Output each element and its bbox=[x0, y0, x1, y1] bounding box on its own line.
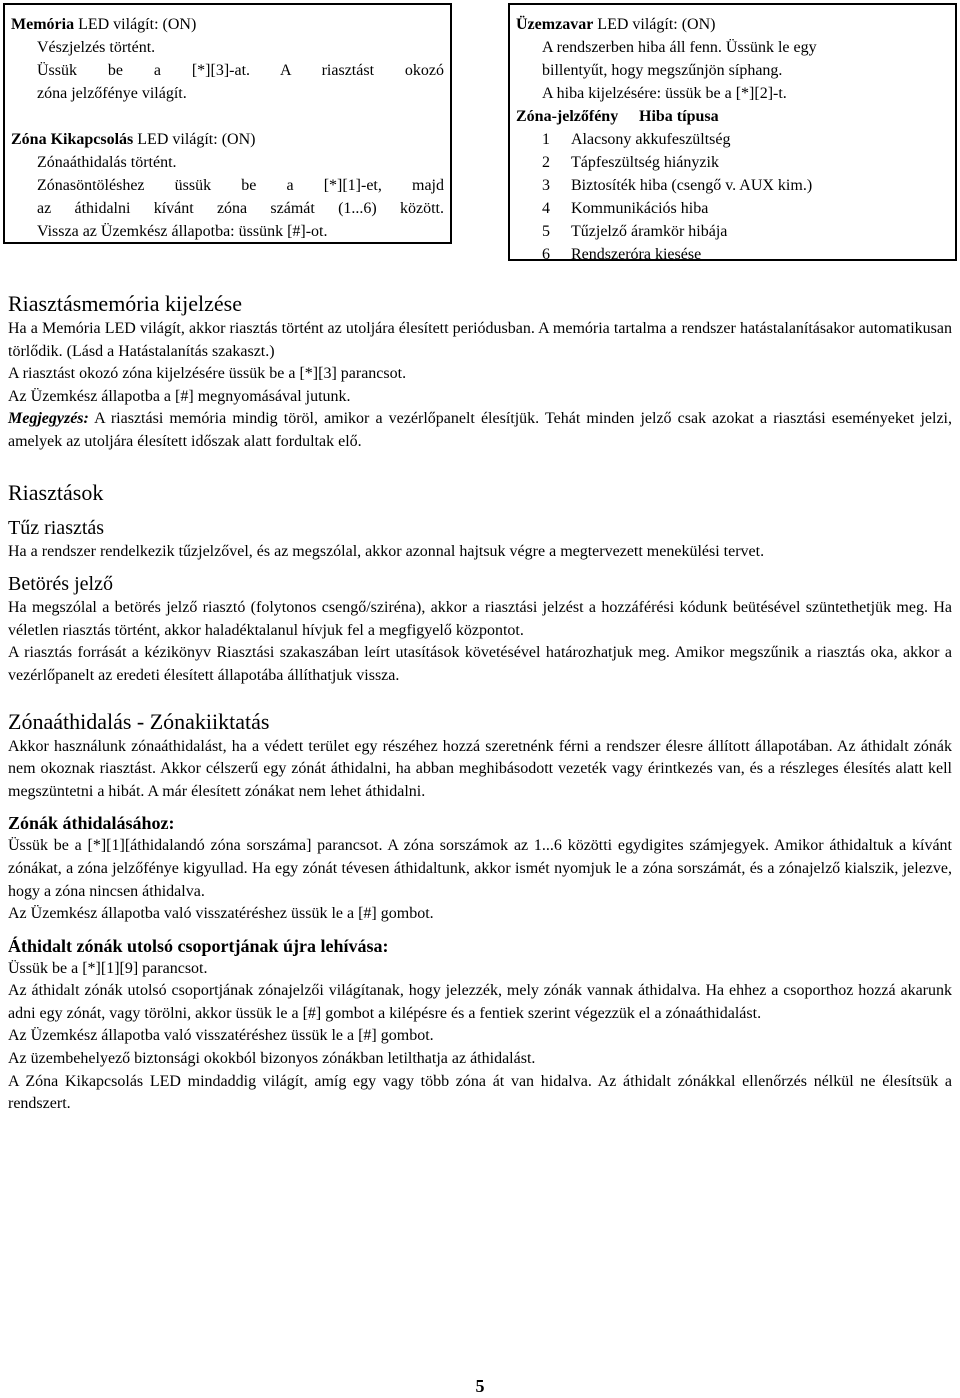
note-text: A riasztási memória mindig töröl, amikor a vezérlőpanelt élesítjük. Tehát minden jelző csak azokat a riasztási eseményeket jelzi, amelyek az utoljára élesített időszak alatt fordultak elő. bbox=[8, 410, 952, 450]
memoria-line1: Vészjelzés történt. bbox=[37, 39, 156, 56]
memoria-line3: zóna jelzőfénye világít. bbox=[37, 85, 187, 102]
paragraph: Ha a rendszer rendelkezik tűzjelzővel, és az megszólal, akkor azonnal hajtsuk végre a megtervezett menekülési tervet. bbox=[8, 542, 765, 560]
fault-num: 5 bbox=[542, 223, 550, 240]
paragraph: Az üzembehelyező biztonsági okokból bizonyos zónákban letilthatja az áthidalást. bbox=[8, 1050, 536, 1068]
fault-table-header bbox=[516, 105, 949, 128]
note-label: Megjegyzés: bbox=[8, 410, 89, 428]
uzemzavar-line1: A rendszerben hiba áll fenn. Üssünk le egy bbox=[542, 39, 817, 56]
fault-row bbox=[516, 243, 949, 266]
fault-type: Kommunikációs hiba bbox=[571, 200, 709, 217]
paragraph: A riasztást okozó zóna kijelzésére üssük be a [*][3] parancsot. bbox=[8, 365, 407, 383]
paragraph: Ha megszólal a betörés jelző riasztó (folytonos csengő/sziréna), akkor a riasztási jelzést a hozzáférési kódunk beütésével szüntethetjük meg. Ha véletlen riasztás történt, akkor haladéktalanul hívjuk fel a megfigyelő központot. bbox=[8, 599, 952, 639]
heading-riasztasmemoria: Riasztásmemória kijelzése bbox=[8, 291, 242, 316]
page-number: 5 bbox=[475, 1376, 485, 1396]
heading-zonak-athidalasahoz: Zónák áthidalásához: bbox=[8, 813, 175, 834]
led-info-box-right bbox=[508, 3, 957, 261]
paragraph: Üssük be a [*][1][9] parancsot. bbox=[8, 959, 208, 977]
memoria-line2: Üssük be a [*][3]-at. A riasztást okozó bbox=[37, 62, 444, 79]
memoria-led-line bbox=[11, 13, 444, 36]
fault-type: Alacsony akkufeszültség bbox=[571, 131, 731, 148]
fault-type: Rendszeróra kiesése bbox=[571, 246, 702, 263]
fault-col-type: Hiba típusa bbox=[639, 108, 719, 125]
main-content bbox=[8, 290, 952, 1116]
paragraph: A riasztás forrását a kézikönyv Riasztási szakaszában leírt utasítások követésével határozhatjuk meg. Amikor megszűnik a riasztás oka, akkor a vezérlőpanelt az eredeti élesített állapotába állíthatjuk vissza. bbox=[8, 644, 952, 684]
uzemzavar-line2: billentyűt, hogy megszűnjön síphang. bbox=[542, 62, 783, 79]
fault-col-zone: Zóna-jelzőfény bbox=[516, 108, 619, 125]
paragraph: Ha a Memória LED világít, akkor riasztás történt az utoljára élesített periódusban. A memória tartalma a rendszer hatástalanításakor automatikusan törlődik. (Lásd a Hatástalanítás szakaszt.) bbox=[8, 320, 952, 360]
fault-num: 6 bbox=[542, 246, 550, 263]
kikapcs-line1: Zónaáthidalás történt. bbox=[37, 154, 177, 171]
paragraph: Üssük be a [*][1][áthidalandó zóna sorszáma] parancsot. A zóna sorszámok az 1...6 közötti egydigites számjegyek. Amikor áthidaltuk a kívánt zónákat, a zóna jelzőfénye kigyullad. Ha egy zónát tévesen áthidaltunk, akkor ismét nyomjuk le a zóna sorszámát, és a zónajelző kialszik, jelezve, hogy a zóna nincsen áthidalva. bbox=[8, 837, 952, 900]
paragraph: Az Üzemkész állapotba való visszatéréshez üssük le a [#] gombot. bbox=[8, 1027, 434, 1045]
note-paragraph bbox=[8, 408, 952, 453]
memoria-title: Memória bbox=[11, 16, 75, 33]
fault-num: 2 bbox=[542, 154, 550, 171]
kikapcs-led-line bbox=[11, 128, 444, 151]
kikapcs-line2: Zónasöntöléshez üssük be a [*][1]-et, majd bbox=[37, 177, 444, 194]
fault-row bbox=[516, 174, 949, 197]
uzemzavar-led-text: LED világít: (ON) bbox=[593, 16, 716, 33]
fault-row bbox=[516, 220, 949, 243]
paragraph: A Zóna Kikapcsolás LED mindaddig világít, amíg egy vagy több zóna át van hidalva. Az áthidalt zónákkal ellenőrzés nélkül ne élesítsük a rendszert. bbox=[8, 1072, 952, 1113]
uzemzavar-line3: A hiba kijelzésére: üssük be a [*][2]-t. bbox=[542, 85, 787, 102]
fault-num: 1 bbox=[542, 131, 550, 148]
kikapcs-line4: Vissza az Üzemkész állapotba: üssünk [#]-ot. bbox=[37, 223, 328, 240]
paragraph: Az Üzemkész állapotba a [#] megnyomásával jutunk. bbox=[8, 387, 351, 405]
heading-riasztasok: Riasztások bbox=[8, 479, 104, 505]
fault-num: 3 bbox=[542, 177, 550, 194]
fault-row bbox=[516, 151, 949, 174]
kikapcs-line3: az áthidalni kívánt zóna számát (1...6) között. bbox=[37, 200, 444, 217]
uzemzavar-title: Üzemzavar bbox=[516, 16, 594, 33]
heading-zonaathidalas: Zónaáthidalás - Zónakiiktatás bbox=[8, 708, 270, 734]
fault-type: Tápfeszültség hiányzik bbox=[571, 154, 719, 171]
heading-tuz-riasztas: Tűz riasztás bbox=[8, 516, 105, 539]
paragraph: Akkor használunk zónaáthidalást, ha a védett terület egy részéhez hozzá szeretnénk férni a rendszer élesre állított állapotában. Az áthidalt zónák nem okoznak riasztást. Akkor célszerű egy zónát áthidalni, ha abban meghibásodott vezeték vagy érintkezés van, és a részleges élesítés alatt kell megszüntetni a hibát. A már élesített zónákat nem lehet áthidalni. bbox=[8, 737, 952, 800]
paragraph: Az áthidalt zónák utolsó csoportjának zónajelzői világítanak, hogy jelezzék, mely zónák vannak áthidalva. Ha ehhez a csoporthoz hozzá akarunk adni egy zónát, vagy törölni, akkor üssük le a [#] gombot a kilépésre és a fentiek szerint végezzük el a zónaáthidalást. bbox=[8, 982, 952, 1022]
fault-row bbox=[516, 128, 949, 151]
fault-row bbox=[516, 197, 949, 220]
led-info-box-left bbox=[3, 3, 452, 244]
kikapcs-led-text: LED világít: (ON) bbox=[133, 131, 256, 148]
fault-type: Biztosíték hiba (csengő v. AUX kim.) bbox=[571, 177, 813, 194]
kikapcs-title: Zóna Kikapcsolás bbox=[11, 131, 134, 148]
fault-num: 4 bbox=[542, 200, 550, 217]
fault-type: Tűzjelző áramkör hibája bbox=[571, 223, 728, 240]
uzemzavar-led-line bbox=[516, 13, 949, 36]
paragraph: Az Üzemkész állapotba való visszatéréshez üssük le a [#] gombot. bbox=[8, 905, 434, 923]
memoria-led-text: LED világít: (ON) bbox=[74, 16, 197, 33]
heading-betores-jelzo: Betörés jelző bbox=[8, 573, 113, 596]
heading-athidalt-zonak-ujrahivasa: Áthidalt zónák utolsó csoportjának újra lehívása: bbox=[8, 935, 389, 956]
